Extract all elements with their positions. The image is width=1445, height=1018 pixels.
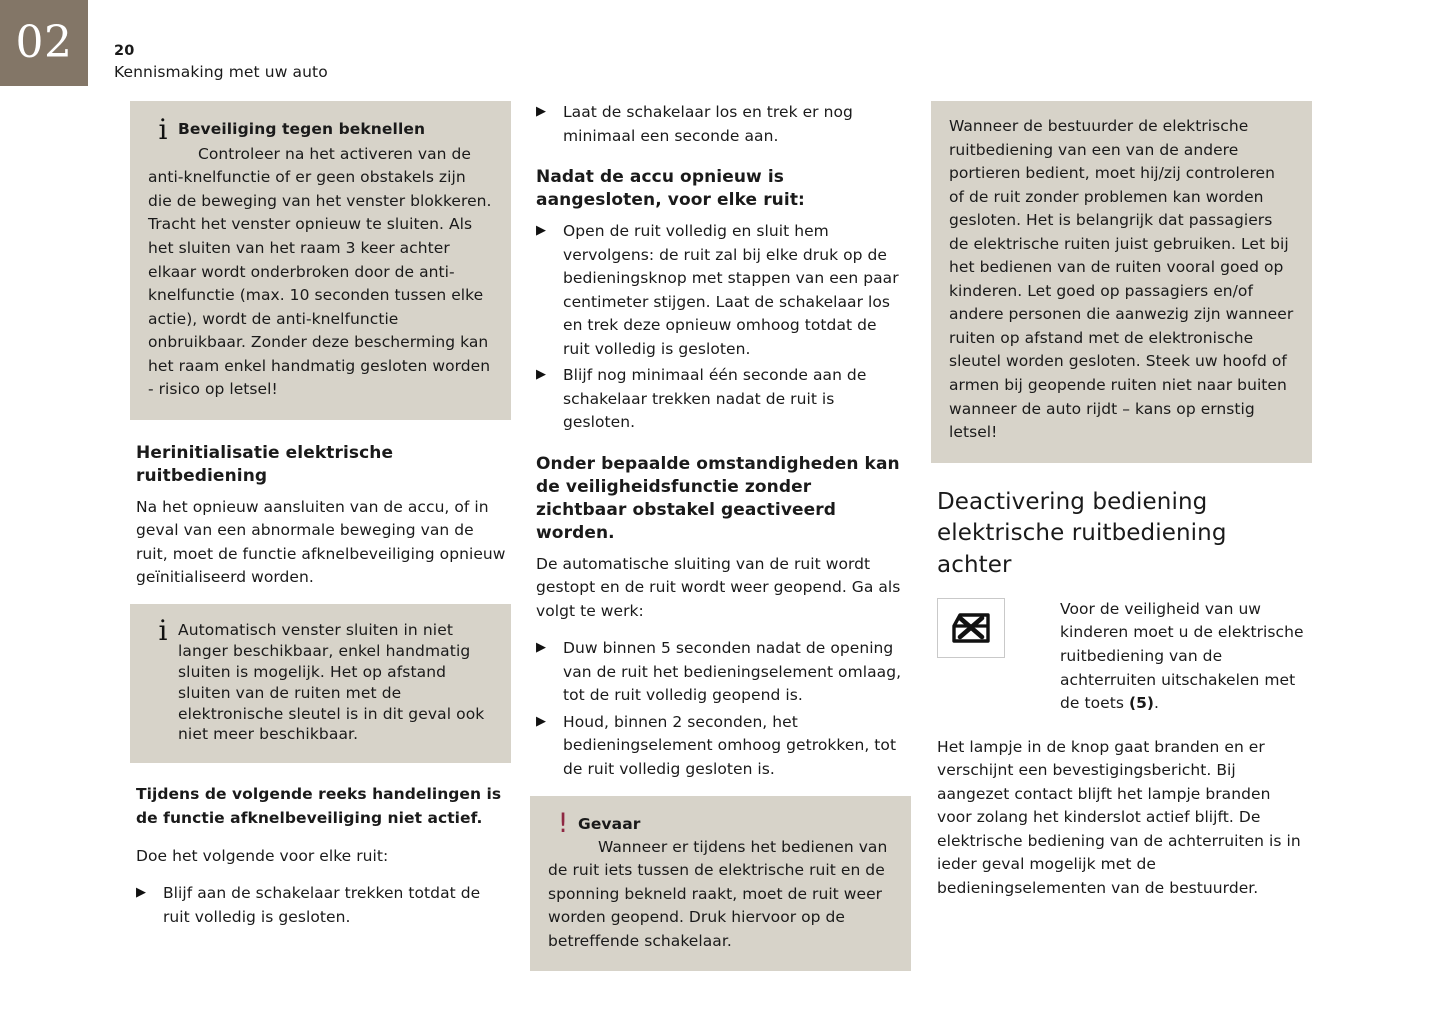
note-body-text: Wanneer de bestuurder de elektrische ruitbediening van een van de andere portieren bedient, moet hij/zij controleren of de ruit zonder problemen kan worden gesloten. Het is belangrijk dat passagiers de elektrische ruiten juist gebruiken. Let bij het bedienen van de ruiten vooral goed op kinderen. Let goed op passagiers en/of andere personen die aanwezig zijn wanneer ruiten op afstand met de elektronische sleutel worden gesloten. Steek uw hoofd of armen bij geopende ruiten niet naar buiten wanneer de auto rijdt – kans op ernstig letsel!: [949, 117, 1294, 442]
bullet-list-col2-mid: [536, 220, 907, 435]
arrow-bullet-icon: ▶: [136, 885, 146, 901]
list-item: [536, 220, 907, 361]
note-header: [148, 113, 493, 146]
warning-note-bestuurder: [931, 101, 1312, 463]
danger-note-gevaar: [530, 796, 911, 972]
window-lockout-glyph: [950, 611, 992, 645]
note-body: [548, 836, 893, 954]
symbol-text-after: .: [1154, 694, 1160, 713]
list-item: [536, 637, 907, 708]
page-header: [114, 42, 328, 84]
note-title: Beveiliging tegen beknellen: [178, 120, 426, 138]
column-3: [937, 101, 1308, 914]
paragraph-herinitialisatie: Na het opnieuw aansluiten van de accu, of in geval van een abnormale beweging van de ruit, moet de functie afknelbeveiliging opnieuw geïnitialiseerd worden.: [136, 497, 506, 587]
list-item-text: Duw binnen 5 seconden nadat de opening van de ruit het bedieningselement omlaag, tot de ruit volledig geopend is.: [563, 639, 902, 705]
section-heading-deactivering: Deactivering bediening elektrische ruitbediening achter: [937, 488, 1227, 579]
note-header: [148, 613, 493, 746]
chapter-badge: [0, 0, 88, 86]
list-item-text: Blijf aan de schakelaar trekken totdat de ruit volledig is gesloten.: [163, 884, 481, 926]
note-body-text: Controleer na het activeren van de anti-knelfunctie of er geen obstakels zijn die de beweging van het venster blokkeren. Tracht het venster opnieuw te sluiten. Als het sluiten van het raam 3 keer achter elkaar wordt onderbroken door de anti-knelfunctie (max. 10 seconden tussen elke actie), wordt de anti-knelfunctie onbruikbaar. Zonder deze bescherming kan het raam enkel handmatig gesloten worden - risico op letsel!: [148, 144, 492, 399]
info-icon: i: [158, 113, 168, 146]
arrow-bullet-icon: ▶: [536, 367, 546, 383]
exclamation-icon: !: [557, 807, 569, 839]
column-2: [536, 101, 907, 971]
info-note-beveiliging: [130, 101, 511, 420]
arrow-bullet-icon: ▶: [536, 713, 546, 729]
paragraph-automatische-sluiting: De automatische sluiting van de ruit wordt gestopt en de ruit wordt weer geopend. Ga als volgt te werk:: [536, 554, 901, 620]
page-number: 20: [114, 43, 135, 59]
arrow-bullet-icon: ▶: [536, 222, 546, 238]
section-heading-onder-bepaalde: Onder bepaalde omstandigheden kan de veiligheidsfunctie zonder zichtbaar obstakel geactiveerd worden.: [536, 453, 900, 543]
symbol-description-row: [937, 598, 1308, 716]
list-item: [536, 101, 907, 148]
list-item: [536, 364, 907, 435]
note-body-text: Wanneer er tijdens het bedienen van de ruit iets tussen de elektrische ruit en de sponning bekneld raakt, moet de ruit weer worden geopend. Druk hiervoor op de betreffende schakelaar.: [548, 837, 888, 950]
info-icon: i: [158, 613, 168, 647]
symbol-description-text: [1060, 598, 1308, 716]
column-1: [136, 101, 507, 943]
bullet-list-col2-bottom: [536, 637, 907, 781]
arrow-bullet-icon: ▶: [536, 104, 546, 119]
arrow-bullet-icon: ▶: [536, 640, 546, 656]
bullet-list-col1: [136, 882, 507, 929]
note-header: [548, 807, 893, 839]
paragraph-lampje: Het lampje in de knop gaat branden en er verschijnt een bevestigingsbericht. Bij aangezet contact blijft het lampje branden voor zolang het kinderslot actief blijft. De elektrische bediening van de achterruiten is in ieder geval mogelijk met de bedieningselementen van de bestuurder.: [937, 737, 1301, 897]
symbol-text-before: Voor de veiligheid van uw kinderen moet u de elektrische ruitbediening van de achterruiten uitschakelen met de toets: [1060, 599, 1304, 713]
paragraph-bold-afknelbeveiliging: Tijdens de volgende reeks handelingen is de functie afknelbeveiliging niet actief.: [136, 785, 502, 827]
symbol-text-bold: (5): [1128, 694, 1155, 713]
window-lockout-icon: [937, 598, 1005, 658]
list-item: [536, 711, 907, 782]
info-note-automatisch: [130, 604, 511, 764]
list-item-text: Blijf nog minimaal één seconde aan de schakelaar trekken nadat de ruit is gesloten.: [563, 366, 867, 432]
section-heading-nadat-accu: Nadat de accu opnieuw is aangesloten, voor elke ruit:: [536, 167, 805, 211]
list-item-text: Open de ruit volledig en sluit hem vervolgens: de ruit zal bij elke druk op de bedieningsknop met stappen van een paar centimeter stijgen. Laat de schakelaar los en trek deze opnieuw omhoog totdat de ruit volledig is gesloten.: [563, 221, 899, 358]
section-heading-herinitialisatie: Herinitialisatie elektrische ruitbediening: [136, 442, 394, 486]
list-item-text: Houd, binnen 2 seconden, het bedieningselement omhoog getrokken, tot de ruit volledig gesloten is.: [563, 712, 897, 779]
chapter-title: Kennismaking met uw auto: [114, 62, 328, 81]
note-body: [148, 143, 493, 402]
paragraph-doe-het-volgende: Doe het volgende voor elke ruit:: [136, 846, 389, 865]
bullet-list-col2-top: [536, 101, 907, 148]
list-item: [136, 882, 507, 929]
note-body-text: Automatisch venster sluiten in niet langer beschikbaar, enkel handmatig sluiten is mogelijk. Het op afstand sluiten van de ruiten met de elektronische sleutel is in dit geval ook niet meer beschikbaar.: [178, 620, 485, 744]
note-title: Gevaar: [578, 814, 641, 833]
chapter-number: 02: [15, 17, 73, 68]
list-item-text: Laat de schakelaar los en trek er nog minimaal een seconde aan.: [563, 103, 853, 145]
